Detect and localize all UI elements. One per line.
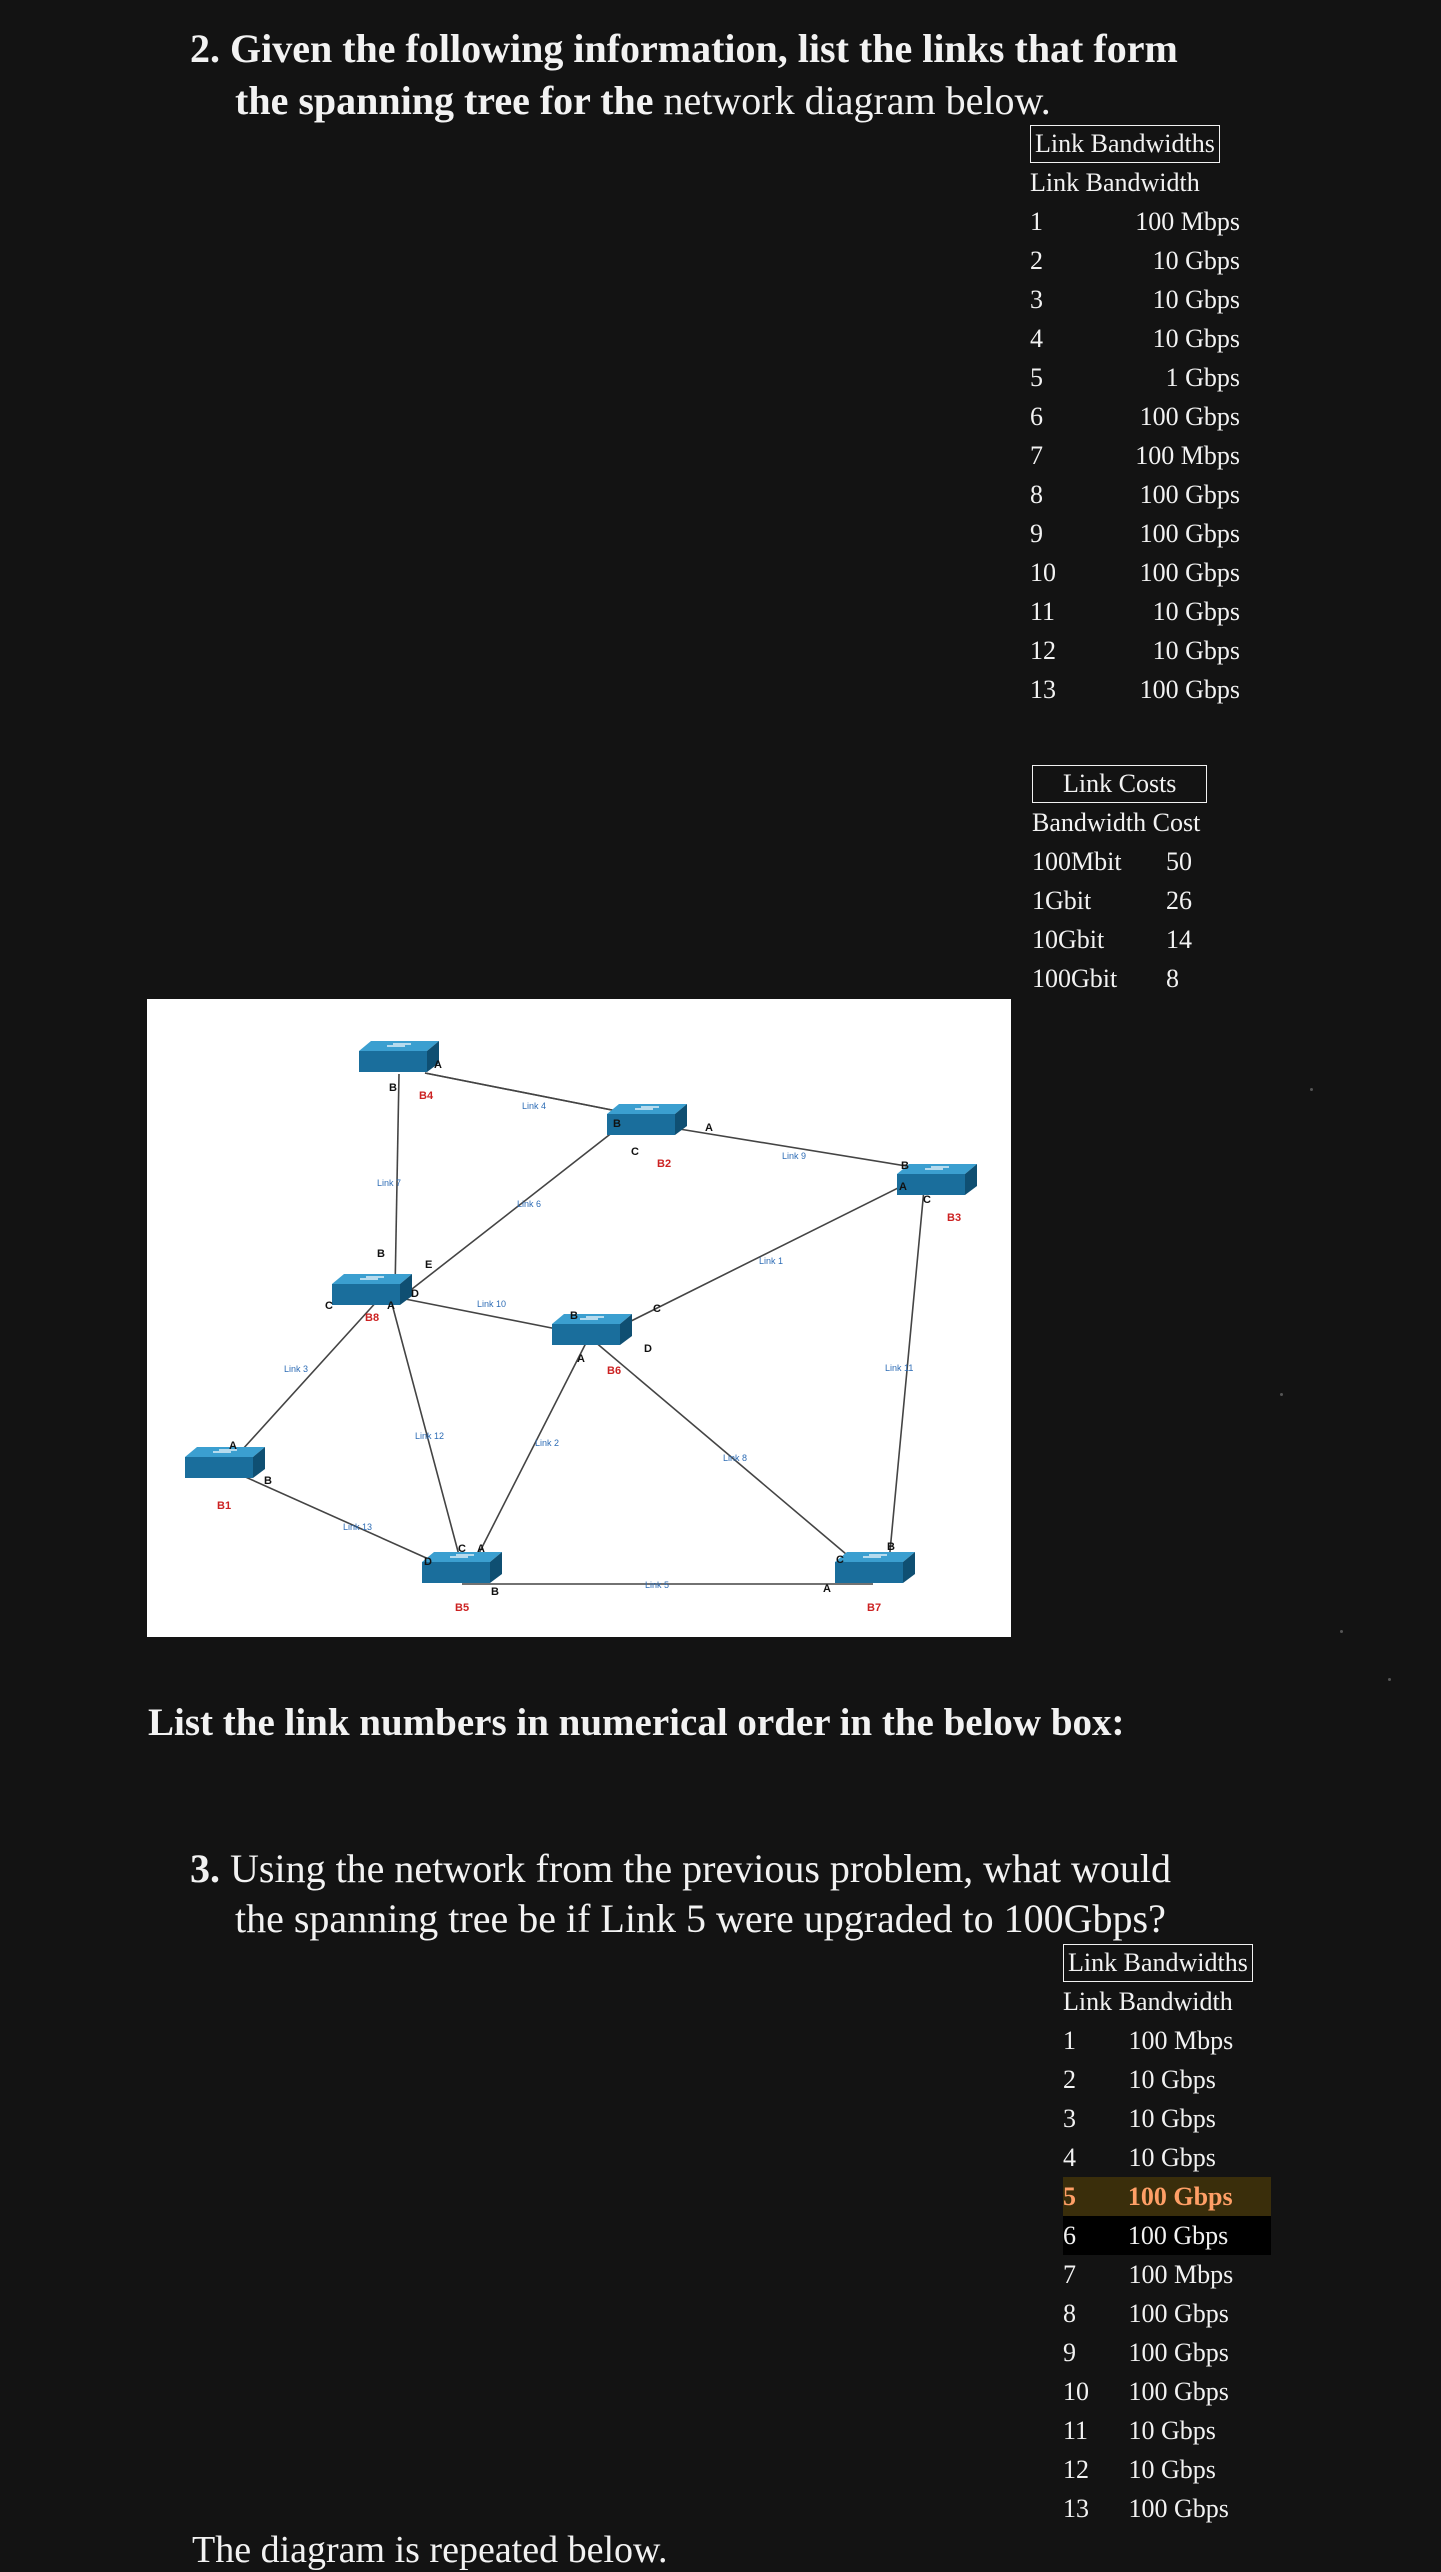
port-label: C — [325, 1300, 333, 1312]
bridge-label: B1 — [217, 1500, 232, 1512]
link-number: 4 — [1030, 324, 1043, 353]
link-number: 13 — [1063, 2494, 1089, 2523]
link-number: 5 — [1030, 363, 1043, 392]
bandwidth-value: 10 Gbps — [1152, 285, 1240, 314]
port-label: C — [836, 1554, 844, 1566]
port-label: D — [644, 1343, 652, 1355]
bandwidth-value: 100 Gbps — [1139, 402, 1240, 431]
port-label: B — [377, 1248, 385, 1260]
question-text: Using the network from the previous problem, what would — [220, 1846, 1171, 1891]
link-bandwidth: 100 Gbps — [1127, 2221, 1229, 2250]
link-label-5: Link 5 — [645, 1580, 670, 1590]
bandwidth-value: 1 Gbps — [1165, 363, 1240, 392]
link-bandwidth: 100 Gbps — [1128, 2494, 1229, 2523]
table-row — [1063, 2216, 1271, 2255]
question-text-bold: the spanning tree for the — [235, 78, 654, 123]
link-bandwidth: 10 Gbps — [1128, 2143, 1216, 2172]
table-row — [1030, 202, 1240, 241]
stray-dot — [1340, 1630, 1343, 1633]
link-number: 9 — [1063, 2338, 1076, 2367]
bandwidth-value: 100 Gbps — [1139, 558, 1240, 587]
link-label-1: Link 1 — [759, 1256, 784, 1266]
link-label-7: Link 7 — [377, 1178, 402, 1188]
link-bandwidth: 100 Gbps — [1128, 2299, 1229, 2328]
link-label-6: Link 6 — [517, 1199, 542, 1209]
link-number: 6 — [1063, 2221, 1076, 2250]
link-number: 10 — [1030, 558, 1056, 587]
link-costs-table — [1032, 764, 1207, 998]
table-row — [1032, 881, 1207, 920]
link-bandwidth — [1084, 631, 1240, 670]
bandwidth-value: 100 Gbps — [1139, 675, 1240, 704]
table-header: Link Bandwidth — [1030, 168, 1200, 197]
table-row — [1063, 2021, 1273, 2060]
port-label: A — [899, 1181, 907, 1193]
table-row — [1030, 319, 1240, 358]
bandwidth-value: 10 Gbps — [1152, 597, 1240, 626]
bandwidth-label: 10Gbit — [1032, 925, 1105, 954]
link-number: 1 — [1063, 2026, 1076, 2055]
bridge-b5-icon — [422, 1552, 502, 1614]
port-label: A — [434, 1059, 442, 1071]
table-title: Link Bandwidths — [1030, 125, 1220, 163]
link-bandwidth — [1084, 358, 1240, 397]
link-bandwidths-table-2 — [1063, 1943, 1273, 2528]
bridge-label: B3 — [947, 1212, 962, 1224]
port-label: A — [823, 1583, 831, 1595]
link-label-11: Link 11 — [885, 1363, 914, 1373]
link-bandwidth: 100 Gbps — [1128, 2377, 1229, 2406]
link-number: 4 — [1063, 2143, 1076, 2172]
table-row — [1032, 842, 1207, 881]
link-number: 8 — [1063, 2299, 1076, 2328]
table-row — [1030, 514, 1240, 553]
port-label: A — [705, 1122, 713, 1134]
link-line-11 — [889, 1189, 924, 1562]
table-row — [1063, 2060, 1273, 2099]
link-number: 12 — [1030, 636, 1056, 665]
table-row — [1032, 920, 1207, 959]
bandwidth-value: 10 Gbps — [1152, 636, 1240, 665]
port-label: B — [901, 1160, 909, 1172]
link-bandwidth — [1084, 475, 1240, 514]
table-title: Link Bandwidths — [1063, 1944, 1253, 1982]
link-number: 5 — [1063, 2182, 1076, 2211]
port-label: B — [264, 1475, 272, 1487]
link-bandwidth: 100 Gbps — [1128, 2338, 1229, 2367]
link-number: 7 — [1030, 441, 1043, 470]
link-bandwidth: 10 Gbps — [1128, 2065, 1216, 2094]
table-row — [1063, 2138, 1273, 2177]
question-number: 2. — [190, 26, 220, 71]
bridge-label: B6 — [607, 1365, 622, 1377]
table-row — [1063, 2099, 1273, 2138]
bridge-label: B2 — [657, 1158, 672, 1170]
table-row — [1030, 241, 1240, 280]
link-bandwidth — [1084, 202, 1240, 241]
table-row — [1030, 397, 1240, 436]
link-label-9: Link 9 — [782, 1151, 807, 1161]
bridge-b8-icon — [332, 1274, 412, 1324]
bridge-label: B5 — [455, 1602, 470, 1614]
port-label: A — [477, 1543, 485, 1555]
bridge-b2-icon — [607, 1104, 687, 1170]
bandwidth-value: 10 Gbps — [1152, 324, 1240, 353]
table-row — [1030, 631, 1240, 670]
table-row — [1063, 2450, 1273, 2489]
port-label: C — [653, 1303, 661, 1315]
bandwidth-label: 100Mbit — [1032, 847, 1122, 876]
table-row — [1030, 553, 1240, 592]
bandwidth-value: 100 Gbps — [1139, 480, 1240, 509]
table-row — [1063, 2411, 1273, 2450]
port-label: C — [458, 1543, 466, 1555]
port-label: B — [613, 1118, 621, 1130]
link-bandwidth: 10 Gbps — [1128, 2416, 1216, 2445]
link-label-3: Link 3 — [284, 1364, 309, 1374]
table-row — [1032, 959, 1207, 998]
link-label-4: Link 4 — [522, 1101, 547, 1111]
port-label: A — [577, 1353, 585, 1365]
question-3-heading-line2: the spanning tree be if Link 5 were upgraded to 100Gbps? — [235, 1896, 1166, 1941]
list-prompt: List the link numbers in numerical order in the below box: — [148, 1701, 1125, 1744]
link-bandwidth — [1084, 436, 1240, 475]
port-label: B — [491, 1586, 499, 1598]
link-bandwidth — [1084, 319, 1240, 358]
link-line-2 — [472, 1341, 587, 1567]
cost-value: 8 — [1166, 964, 1179, 993]
question-2-heading-line1 — [190, 23, 1178, 75]
link-bandwidth — [1084, 397, 1240, 436]
question-number: 3. — [190, 1846, 220, 1891]
bandwidth-value: 100 Mbps — [1135, 441, 1240, 470]
port-label: D — [424, 1556, 432, 1568]
table-row — [1063, 2489, 1273, 2528]
link-bandwidth: 100 Gbps — [1127, 2182, 1233, 2211]
bandwidth-value: 100 Mbps — [1135, 207, 1240, 236]
link-bandwidth — [1084, 592, 1240, 631]
link-bandwidth — [1084, 241, 1240, 280]
bridge-b7-icon — [835, 1552, 915, 1614]
table-row — [1030, 592, 1240, 631]
table-row — [1063, 2177, 1271, 2216]
link-number: 2 — [1063, 2065, 1076, 2094]
cost-value: 26 — [1166, 886, 1192, 915]
table-row — [1030, 670, 1240, 709]
bridge-label: B7 — [867, 1602, 882, 1614]
link-bandwidth: 100 Mbps — [1128, 2026, 1234, 2055]
link-number: 3 — [1063, 2104, 1076, 2133]
cost-value: 14 — [1166, 925, 1192, 954]
link-label-10: Link 10 — [477, 1299, 507, 1309]
port-label: C — [631, 1146, 639, 1158]
link-line-3 — [232, 1299, 379, 1461]
link-number: 11 — [1063, 2416, 1089, 2445]
question-text: Given the following information, list the links that form — [230, 26, 1178, 71]
bandwidth-label: 100Gbit — [1032, 964, 1118, 993]
stray-dot — [1388, 1678, 1391, 1681]
link-number: 2 — [1030, 246, 1043, 275]
port-label: B — [570, 1310, 578, 1322]
bridge-b3-icon — [897, 1164, 977, 1224]
port-label: B — [389, 1082, 397, 1094]
bridge-b6-icon — [552, 1314, 632, 1377]
bridge-label: B8 — [365, 1312, 380, 1324]
link-bandwidth — [1084, 670, 1240, 709]
table-row — [1063, 2372, 1273, 2411]
link-bandwidth — [1084, 280, 1240, 319]
table-row — [1030, 280, 1240, 319]
table-row — [1063, 2333, 1273, 2372]
link-number: 7 — [1063, 2260, 1076, 2289]
link-bandwidth — [1084, 514, 1240, 553]
link-label-8: Link 8 — [723, 1453, 748, 1463]
port-label: D — [411, 1288, 419, 1300]
link-bandwidths-table — [1030, 124, 1240, 709]
link-bandwidth: 10 Gbps — [1128, 2455, 1216, 2484]
link-number: 6 — [1030, 402, 1043, 431]
bandwidth-label: 1Gbit — [1032, 886, 1092, 915]
table-row — [1063, 2294, 1273, 2333]
question-3-heading-line1 — [190, 1843, 1171, 1895]
port-label: A — [229, 1440, 237, 1452]
link-bandwidth — [1084, 553, 1240, 592]
link-bandwidth: 10 Gbps — [1128, 2104, 1216, 2133]
table-row — [1030, 436, 1240, 475]
table-header: Link Bandwidth — [1063, 1987, 1233, 2016]
port-label: A — [387, 1300, 395, 1312]
table-row — [1030, 475, 1240, 514]
link-label-2: Link 2 — [535, 1438, 560, 1448]
bandwidth-value: 100 Gbps — [1139, 519, 1240, 548]
bridge-label: B4 — [419, 1090, 434, 1102]
link-number: 13 — [1030, 675, 1056, 704]
bottom-note: The diagram is repeated below. — [192, 2529, 668, 2571]
link-label-13: Link 13 — [343, 1522, 373, 1532]
table-row — [1030, 358, 1240, 397]
link-number: 11 — [1030, 597, 1056, 626]
link-number: 10 — [1063, 2377, 1089, 2406]
link-number: 9 — [1030, 519, 1043, 548]
network-diagram — [147, 999, 1011, 1637]
question-text-regular: network diagram below. — [653, 78, 1051, 123]
port-label: E — [425, 1259, 433, 1271]
link-number: 1 — [1030, 207, 1043, 236]
table-header: Bandwidth Cost — [1032, 808, 1201, 837]
bandwidth-value: 10 Gbps — [1152, 246, 1240, 275]
stray-dot — [1280, 1393, 1283, 1396]
stray-dot — [1310, 1088, 1313, 1091]
table-row — [1063, 2255, 1273, 2294]
cost-value: 50 — [1166, 847, 1192, 876]
link-number: 8 — [1030, 480, 1043, 509]
link-label-12: Link 12 — [415, 1431, 445, 1441]
port-label: B — [887, 1541, 895, 1553]
link-number: 3 — [1030, 285, 1043, 314]
bridge-b1-icon — [185, 1447, 265, 1512]
port-label: C — [923, 1194, 931, 1206]
link-number: 12 — [1063, 2455, 1089, 2484]
table-title: Link Costs — [1032, 765, 1207, 803]
link-bandwidth: 100 Mbps — [1128, 2260, 1234, 2289]
question-2-heading-line2 — [235, 75, 1051, 127]
